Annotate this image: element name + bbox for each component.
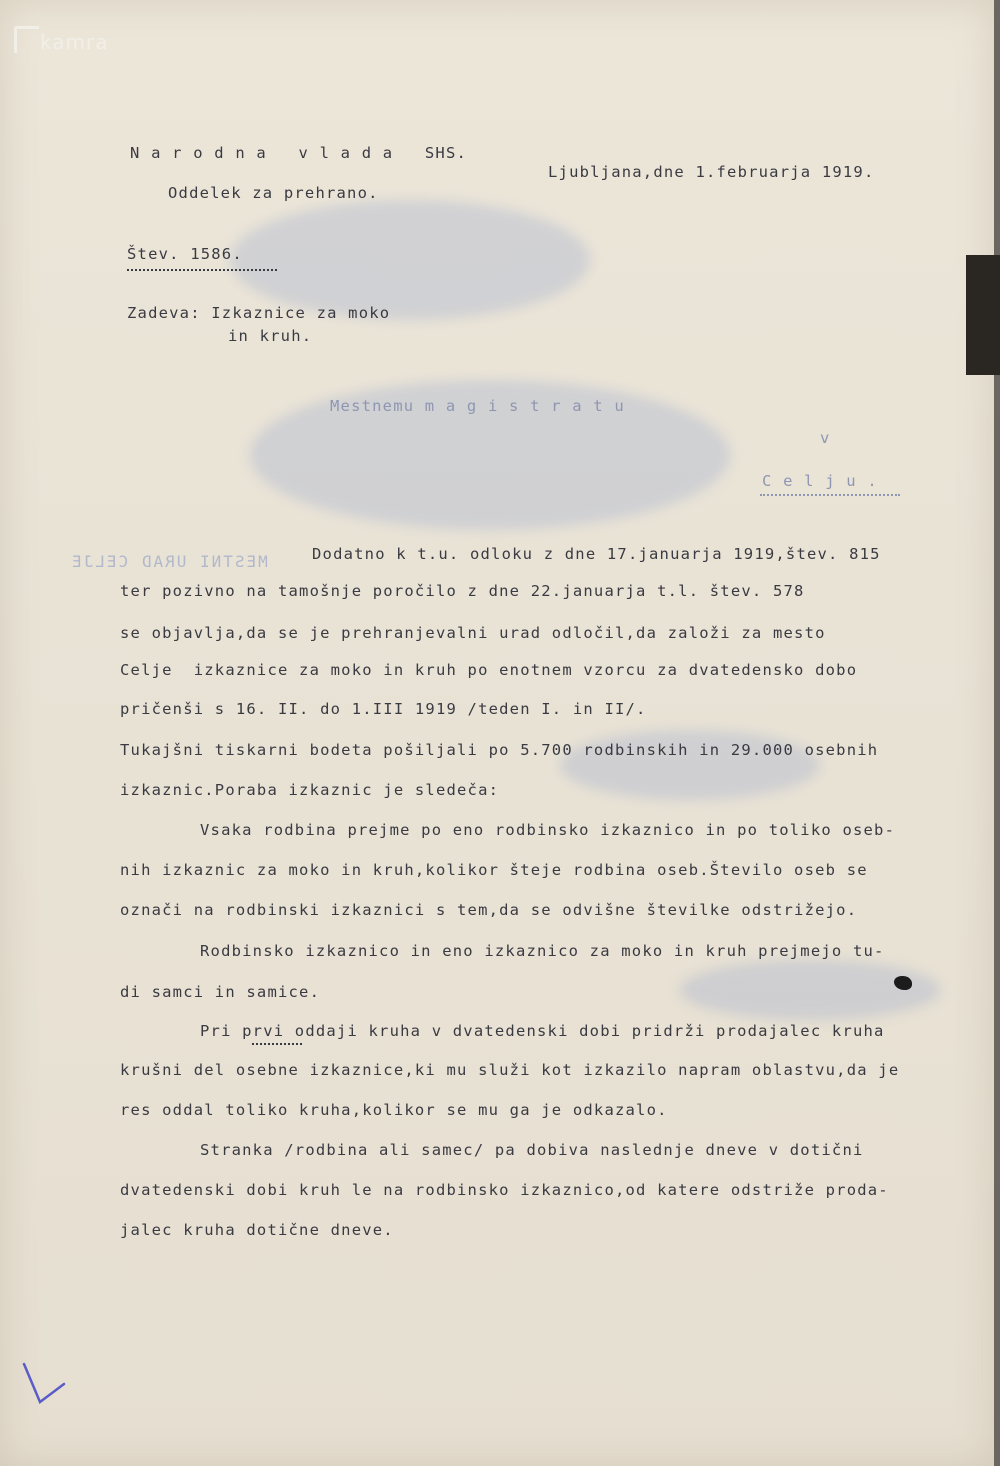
body-line: pričenši s 16. II. do 1.III 1919 /teden I. in II/. — [120, 700, 647, 718]
body-line: Tukajšni tiskarni bodeta pošiljali po 5.700 rodbinskih in 29.000 osebnih — [120, 741, 879, 759]
mirrored-stamp: MESTNI URAD CELJE — [70, 552, 268, 571]
place-date: Ljubljana,dne 1.februarja 1919. — [548, 163, 875, 181]
department-name: Oddelek za prehrano. — [168, 184, 379, 202]
binder-edge — [966, 255, 1000, 375]
body-line: Pri prvi oddaji kruha v dvatedenski dobi pridrži prodajalec kruha — [200, 1022, 885, 1040]
body-line: jalec kruha dotične dneve. — [120, 1221, 394, 1239]
ink-blot — [894, 976, 912, 990]
number-underline — [127, 269, 277, 271]
body-line: Rodbinsko izkaznico in eno izkaznico za moko in kruh prejmejo tu- — [200, 942, 885, 960]
stamp-blot — [680, 960, 940, 1020]
kamra-logo-icon — [14, 26, 39, 53]
body-line: res oddal toliko kruha,kolikor se mu ga je odkazalo. — [120, 1101, 668, 1119]
recipient-line-1: Mestnemu m a g i s t r a t u — [330, 397, 625, 415]
recipient-line-2: v — [820, 429, 831, 447]
body-line: Stranka /rodbina ali samec/ pa dobiva naslednje dneve v dotični — [200, 1141, 864, 1159]
body-line: se objavlja,da se je prehranjevalni urad odločil,da založi za mesto — [120, 624, 826, 642]
stamp-blot — [230, 200, 590, 320]
body-line: nih izkaznic za moko in kruh,kolikor šteje rodbina oseb.Število oseb se — [120, 861, 868, 879]
body-line: krušni del osebne izkaznice,ki mu služi kot izkazilo napram oblastvu,da je — [120, 1061, 900, 1079]
government-name: N a r o d n a v l a d a SHS. — [130, 144, 468, 162]
subject-line-2: in kruh. — [228, 327, 313, 345]
body-line: Celje izkaznice za moko in kruh po enotnem vzorcu za dvatedensko dobo — [120, 661, 858, 679]
recipient-line-3: C e l j u . — [762, 472, 878, 490]
body-line: di samci in samice. — [120, 983, 321, 1001]
body-line: Vsaka rodbina prejme po eno rodbinsko izkaznico in po toliko oseb- — [200, 821, 896, 839]
body-line: dvatedenski dobi kruh le na rodbinsko izkaznico,od katere odstriže proda- — [120, 1181, 889, 1199]
body-line: izkaznic.Poraba izkaznic je sledeča: — [120, 781, 500, 799]
subject-line-1: Zadeva: Izkaznice za moko — [127, 304, 391, 322]
logo-text: kamra — [40, 30, 109, 54]
body-line: označi na rodbinski izkaznici s tem,da se odvišne številke odstrižejo. — [120, 901, 858, 919]
pencil-mark-icon — [20, 1360, 70, 1410]
body-line: Dodatno k t.u. odloku z dne 17.januarja 1919,štev. 815 — [312, 545, 881, 563]
recipient-underline — [760, 494, 900, 496]
body-line: ter pozivno na tamošnje poročilo z dne 22.januarja t.l. štev. 578 — [120, 582, 805, 600]
prvi-underline — [252, 1043, 302, 1045]
reference-number: Štev. 1586. — [127, 245, 243, 263]
kamra-logo — [6, 20, 116, 58]
